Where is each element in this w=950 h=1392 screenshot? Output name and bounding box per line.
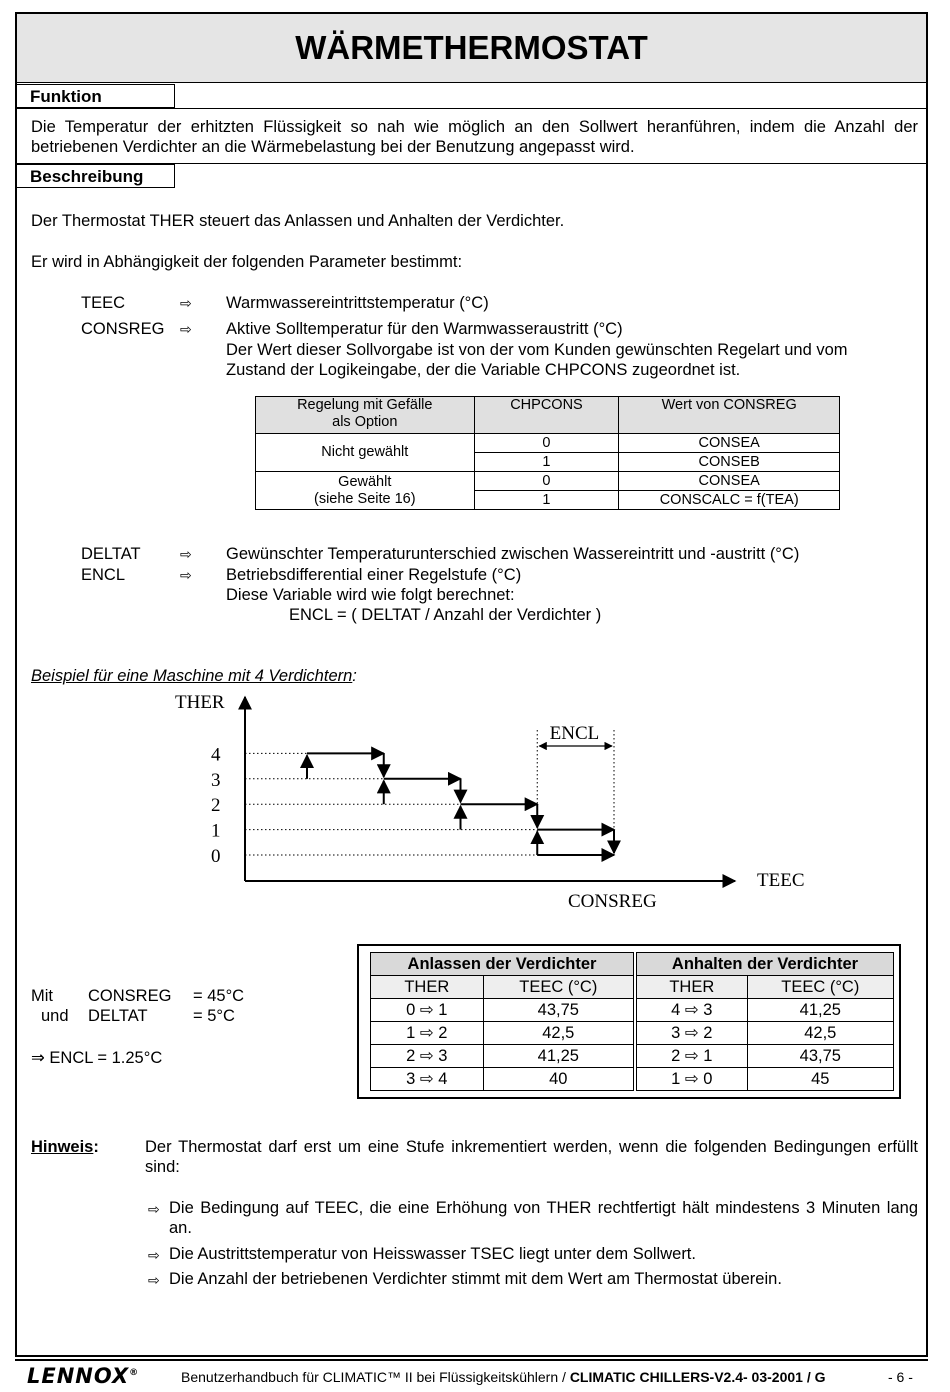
hinweis-label: Hinweis:	[31, 1138, 99, 1156]
hinweis-text: Der Thermostat darf erst um eine Stufe inkrementiert werden, wenn die folgenden Bedingungen erfüllt sind:	[145, 1138, 918, 1176]
table-cell: Nicht gewählt	[256, 434, 475, 472]
section-label-funktion: Funktion	[17, 84, 175, 108]
example-heading: Beispiel für eine Maschine mit 4 Verdichtern:	[31, 667, 357, 685]
example-result: ⇒ ENCL = 1.25°C	[31, 1049, 163, 1067]
funktion-text: Die Temperatur der erhitzten Flüssigkeit so nah wie möglich an den Sollwert heranführen, indem die Anzahl der betriebenen Verdichter an die Wärmebelastung bei der Benutzung angepasst wird.	[31, 118, 918, 156]
table-cell: CONSEB	[619, 453, 840, 472]
table-cell: 1	[474, 453, 619, 472]
footer-rule	[15, 1359, 928, 1361]
table-cell: 0	[474, 434, 619, 453]
column-header: TEEC (°C)	[483, 976, 633, 999]
param-consreg-desc-2: Der Wert dieser Sollvorgabe ist von der vom Kunden gewünschten Regelart und vom	[226, 341, 848, 359]
example-deltat-value: = 5°C	[193, 1007, 235, 1025]
hinweis-item-2: Die Austrittstemperatur von Heisswasser TSEC liegt unter dem Sollwert.	[169, 1245, 696, 1263]
table-row: 4 ⇨ 3 41,25	[637, 999, 894, 1022]
column-header: THER	[371, 976, 484, 999]
table-row: 3 ⇨ 2 42,5	[637, 1022, 894, 1045]
param-deltat-name: DELTAT	[81, 545, 141, 563]
example-und: und	[41, 1007, 69, 1025]
param-consreg-name: CONSREG	[81, 320, 165, 338]
encl-formula: ENCL = ( DELTAT / Anzahl der Verdichter )	[289, 606, 602, 624]
example-consreg-value: = 45°C	[193, 987, 245, 1005]
column-header: THER	[637, 976, 748, 999]
footer-text: Benutzerhandbuch für CLIMATIC™ II bei Flüssigkeitskühlern / CLIMATIC CHILLERS-V2.4- 03-2001 / G	[181, 1369, 826, 1385]
thermostat-step-chart	[160, 685, 820, 915]
arrow-icon: ⇨	[180, 546, 192, 562]
arrow-icon: ⇨	[180, 321, 192, 337]
param-deltat-desc: Gewünschter Temperaturunterschied zwischen Wassereintritt und -austritt (°C)	[226, 545, 800, 563]
param-teec-name: TEEC	[81, 294, 126, 312]
table-header: Regelung mit Gefälle als Option	[256, 397, 475, 434]
consreg-table	[255, 396, 840, 510]
intro-line-1: Der Thermostat THER steuert das Anlassen und Anhalten der Verdichter.	[31, 212, 565, 230]
param-encl-desc-1: Betriebsdifferential einer Regelstufe (°C)	[226, 566, 522, 584]
table-header: CHPCONS	[474, 397, 619, 434]
table-cell: CONSCALC = f(TEA)	[619, 491, 840, 510]
bullet-arrow-icon: ⇨	[148, 1247, 160, 1263]
section-label-beschreibung: Beschreibung	[17, 164, 175, 188]
table-row: 2 ⇨ 1 43,75	[637, 1045, 894, 1068]
x-axis-label: TEEC	[757, 870, 805, 891]
table-row: 3 ⇨ 4 40	[371, 1068, 634, 1091]
y-axis-label: THER	[175, 692, 225, 713]
example-deltat-label: DELTAT	[88, 1007, 148, 1025]
start-table-title: Anlassen der Verdichter	[371, 953, 634, 976]
column-header: TEEC (°C)	[747, 976, 893, 999]
y-tick-label: 2	[211, 795, 221, 817]
y-tick-label: 0	[211, 846, 221, 867]
example-consreg-label: CONSREG	[88, 987, 172, 1005]
page-title: WÄRMETHERMOSTAT	[17, 14, 926, 83]
bullet-arrow-icon: ⇨	[148, 1201, 160, 1217]
table-row: 1 ⇨ 0 45	[637, 1068, 894, 1091]
hinweis-item-3: Die Anzahl der betriebenen Verdichter stimmt mit dem Wert am Thermostat überein.	[169, 1270, 782, 1288]
table-cell: 1	[474, 491, 619, 510]
param-consreg-desc-1: Aktive Solltemperatur für den Warmwasseraustritt (°C)	[226, 320, 623, 338]
arrow-icon: ⇨	[180, 295, 192, 311]
param-encl-name: ENCL	[81, 566, 126, 584]
table-row: 2 ⇨ 3 41,25	[371, 1045, 634, 1068]
divider	[17, 108, 926, 109]
y-tick-label: 3	[211, 769, 221, 791]
stop-table	[636, 952, 894, 1091]
param-teec-desc: Warmwassereintrittstemperatur (°C)	[226, 294, 489, 312]
hinweis-item-1: Die Bedingung auf TEEC, die eine Erhöhung von THER rechtfertigt hält mindestens 3 Minuten lang an.	[169, 1199, 918, 1237]
table-cell: 0	[474, 472, 619, 491]
intro-line-2: Er wird in Abhängigkeit der folgenden Parameter bestimmt:	[31, 253, 463, 271]
table-header: Wert von CONSREG	[619, 397, 840, 434]
y-tick-label: 1	[211, 820, 221, 842]
param-encl-desc-2: Diese Variable wird wie folgt berechnet:	[226, 586, 515, 604]
encl-label: ENCL	[549, 723, 600, 744]
table-cell: CONSEA	[619, 472, 840, 491]
lennox-logo: LENNOX®	[27, 1364, 140, 1388]
table-cell: Gewählt (siehe Seite 16)	[256, 472, 475, 510]
example-mit: Mit	[31, 987, 53, 1005]
param-consreg-desc-3: Zustand der Logikeingabe, der die Variable CHPCONS zugeordnet ist.	[226, 361, 741, 379]
start-table	[370, 952, 634, 1091]
consreg-label: CONSREG	[568, 891, 657, 912]
table-row: 1 ⇨ 2 42,5	[371, 1022, 634, 1045]
table-row: 0 ⇨ 1 43,75	[371, 999, 634, 1022]
page-number: - 6 -	[888, 1369, 913, 1385]
bullet-arrow-icon: ⇨	[148, 1272, 160, 1288]
stop-table-title: Anhalten der Verdichter	[637, 953, 894, 976]
table-cell: CONSEA	[619, 434, 840, 453]
y-tick-label: 4	[211, 744, 221, 766]
arrow-icon: ⇨	[180, 567, 192, 583]
